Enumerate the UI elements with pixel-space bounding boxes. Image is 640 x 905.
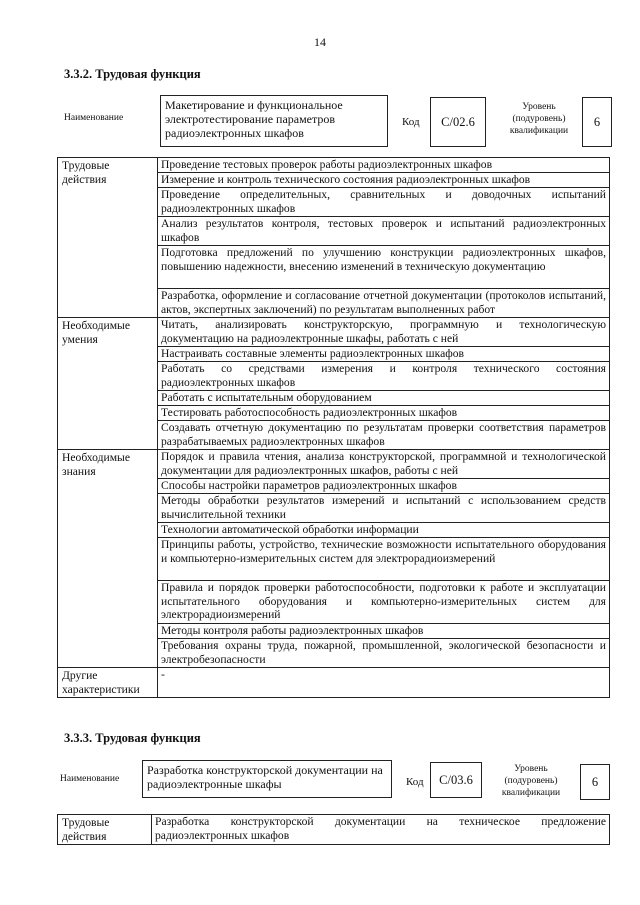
table-cell: Создавать отчетную документацию по результатам проверки соответствия параметров разрабатываемых радиоэлектронных шкафов [158, 421, 610, 450]
group-label: Трудовые действия [58, 158, 158, 318]
page-number: 14 [314, 35, 326, 49]
table-cell: Работать с испытательным оборудованием [158, 391, 610, 406]
function-table [57, 157, 610, 698]
level-box [582, 97, 612, 147]
table-cell: Способы настройки параметров радиоэлектронных шкафов [158, 479, 610, 494]
table-cell: Методы обработки результатов измерений и испытаний с использованием средств вычислительной техники [158, 494, 610, 523]
name-label: Наименование [64, 113, 124, 123]
level-label: Уровень (подуровень) квалификации [501, 764, 561, 798]
level-label: Уровень (подуровень) квалификации [509, 102, 569, 136]
group-label: Необходимые умения [58, 318, 158, 450]
table-cell: Технологии автоматической обработки информации [158, 523, 610, 538]
table-cell: Анализ результатов контроля, тестовых проверок и испытаний радиоэлектронных шкафов [158, 217, 610, 246]
code-label: Код [406, 776, 424, 788]
table-row [58, 318, 610, 347]
name-label: Наименование [60, 774, 120, 784]
table-cell: Правила и порядок проверки работоспособности, подготовки к работе и эксплуатации испытательного оборудования и компьютерно-измерительных систем для электрорадиоизмерений [158, 581, 610, 624]
table-cell: - [158, 668, 610, 698]
code-value: C/02.6 [441, 114, 475, 129]
table-cell: Принципы работы, устройство, технические возможности испытательного оборудования и компьютерно-измерительных систем для электрорадиоизмерений [158, 538, 610, 581]
group-label: Другие характеристики [58, 668, 158, 698]
table-cell: Тестировать работоспособность радиоэлектронных шкафов [158, 406, 610, 421]
table-cell: Методы контроля работы радиоэлектронных шкафов [158, 624, 610, 639]
code-value: C/03.6 [439, 772, 473, 787]
table-cell: Измерение и контроль технического состояния радиоэлектронных шкафов [158, 173, 610, 188]
code-box [430, 97, 486, 147]
code-label: Код [402, 116, 420, 128]
function-name-value: Макетирование и функциональное электротестирование параметров радиоэлектронных шкафов [165, 98, 343, 140]
level-box [580, 764, 610, 800]
code-box [430, 762, 482, 798]
group-label: Трудовые действия [58, 815, 152, 845]
table-cell: Порядок и правила чтения, анализа конструкторской, программной и технологической документации для радиоэлектронных шкафов, работы с ней [158, 450, 610, 479]
table-cell: Читать, анализировать конструкторскую, программную и технологическую документацию на радиоэлектронные шкафы, работать с ней [158, 318, 610, 347]
function-name-value: Разработка конструкторской документации на радиоэлектронные шкафы [147, 763, 383, 791]
function-name-box [160, 95, 388, 147]
function-name-box [142, 760, 392, 798]
table-cell: Проведение тестовых проверок работы радиоэлектронных шкафов [158, 158, 610, 173]
table-cell: Разработка, оформление и согласование отчетной документации (протоколов испытаний, актов, экспертных заключений) по результатам выполненных работ [158, 289, 610, 318]
table-row [58, 450, 610, 479]
table-row [58, 815, 610, 845]
table-cell: Разработка конструкторской документации на техническое предложение радиоэлектронных шкафов [152, 815, 610, 845]
table-cell: Подготовка предложений по улучшению конструкции радиоэлектронных шкафов, повышению надежности, внесению изменений в техническую документацию [158, 246, 610, 289]
table-cell: Требования охраны труда, пожарной, промышленной, экологической безопасности и электробезопасности [158, 639, 610, 668]
table-cell: Работать со средствами измерения и контроля технического состояния радиоэлектронных шкафов [158, 362, 610, 391]
function-table [57, 814, 610, 845]
table-cell: Настраивать составные элементы радиоэлектронных шкафов [158, 347, 610, 362]
table-row [58, 668, 610, 698]
group-label: Необходимые знания [58, 450, 158, 668]
level-value: 6 [591, 774, 599, 789]
table-row [58, 158, 610, 173]
level-value: 6 [593, 114, 601, 129]
section-title: 3.3.3. Трудовая функция [64, 731, 201, 745]
section-title: 3.3.2. Трудовая функция [64, 67, 201, 81]
table-cell: Проведение определительных, сравнительных и доводочных испытаний радиоэлектронных шкафов [158, 188, 610, 217]
